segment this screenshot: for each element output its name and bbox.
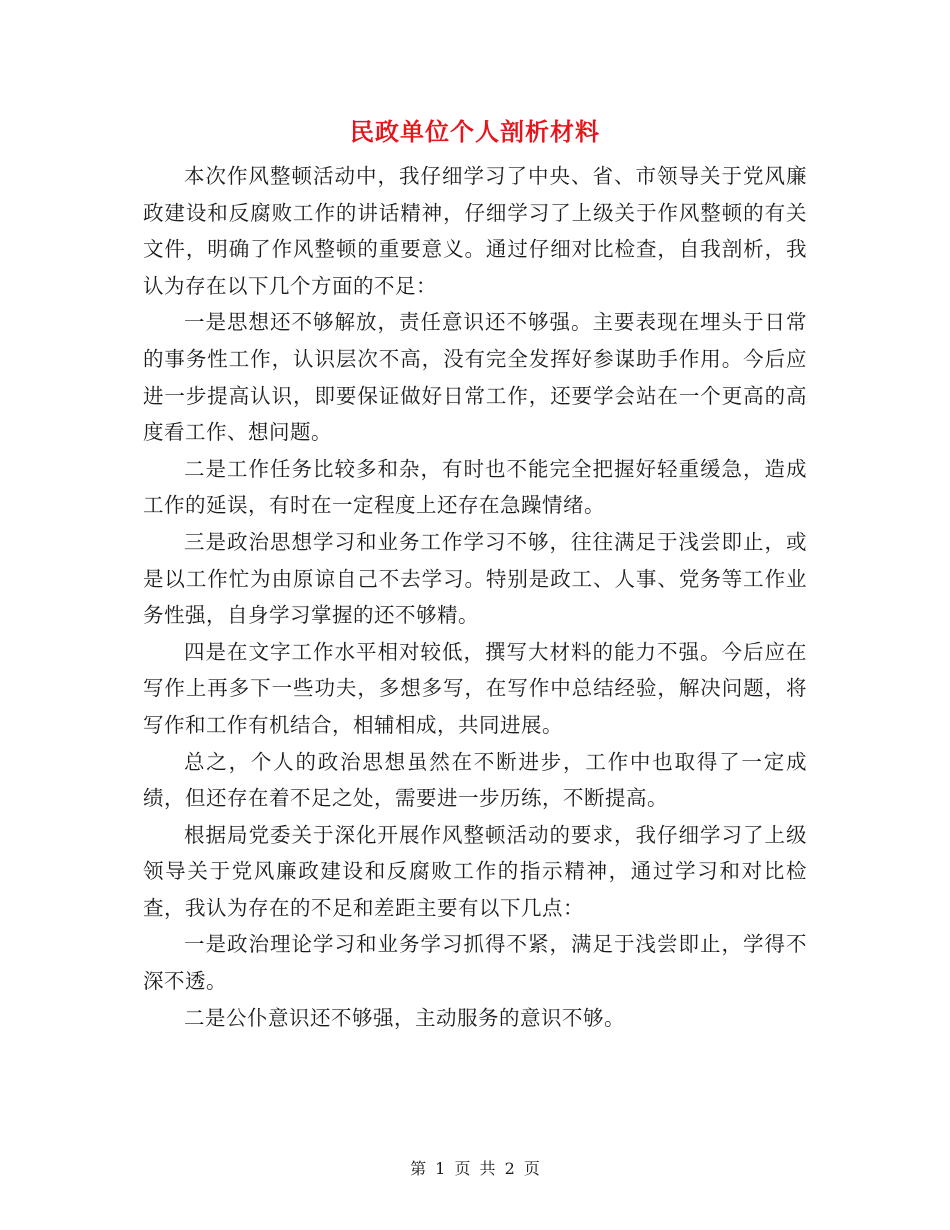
paragraph-summary: 总之，个人的政治思想虽然在不断进步，工作中也取得了一定成绩，但还存在着不足之处，需要进一步历练，不断提高。 (143, 749, 807, 811)
paragraph-point-4: 四是在文字工作水平相对较低，撰写大材料的能力不强。今后应在写作上再多下一些功夫，多想多写，在写作中总结经验，解决问题，将写作和工作有机结合，相辅相成，共同进展。 (143, 639, 807, 737)
paragraph-intro: 本次作风整顿活动中，我仔细学习了中央、省、市领导关于党风廉政建设和反腐败工作的讲话精神，仔细学习了上级关于作风整顿的有关文件，明确了作风整顿的重要意义。通过仔细对比检查，自我剖析，我认为存在以下几个方面的不足： (143, 164, 807, 298)
paragraph-second-intro: 根据局党委关于深化开展作风整顿活动的要求，我仔细学习了上级领导关于党风廉政建设和反腐败工作的指示精神，通过学习和对比检查，我认为存在的不足和差距主要有以下几点： (143, 822, 807, 920)
document-title: 民政单位个人剖析材料 (350, 118, 600, 146)
paragraph-point-3: 三是政治思想学习和业务工作学习不够，往往满足于浅尝即止，或是以工作忙为由原谅自己不去学习。特别是政工、人事、党务等工作业务性强，自身学习掌握的还不够精。 (143, 529, 807, 628)
page-number-footer: 第 1 页 共 2 页 (410, 1159, 540, 1178)
paragraph-point-2: 二是工作任务比较多和杂，有时也不能完全把握好轻重缓急，造成工作的延误，有时在一定程度上还存在急躁情绪。 (143, 456, 807, 518)
paragraph-point-1: 一是思想还不够解放，责任意识还不够强。主要表现在埋头于日常的事务性工作，认识层次不高，没有完全发挥好参谋助手作用。今后应进一步提高认识，即要保证做好日常工作，还要学会站在一个更高的高度看工作、想问题。 (143, 310, 807, 445)
document-body (143, 158, 807, 1036)
paragraph-second-point-2: 二是公仆意识还不够强，主动服务的意识不够。 (184, 1005, 625, 1030)
paragraph-second-point-1: 一是政治理论学习和业务学习抓得不紧，满足于浅尝即止，学得不深不透。 (143, 932, 807, 994)
